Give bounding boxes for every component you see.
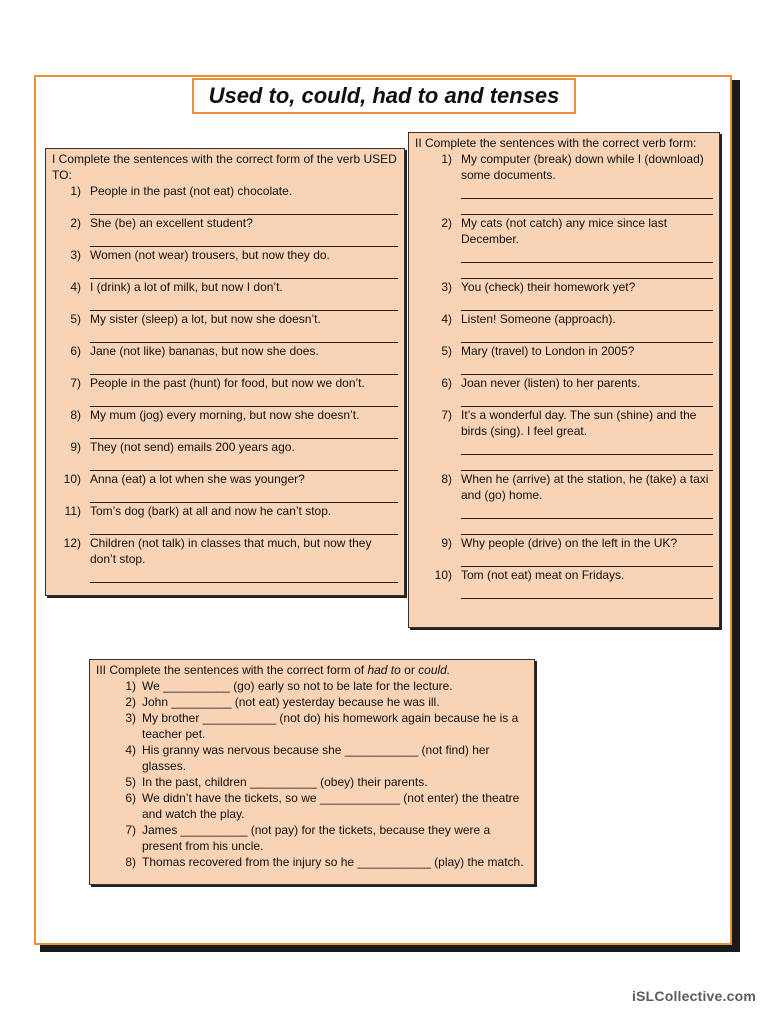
item-number: 11)	[64, 504, 81, 518]
item-number: 2)	[125, 695, 136, 709]
list-item	[415, 567, 713, 599]
item-number: 4)	[441, 312, 452, 326]
item-number: 9)	[441, 536, 452, 550]
list-item	[415, 151, 713, 215]
list-item	[52, 375, 398, 407]
list-item	[96, 710, 528, 742]
exercise-2-panel	[408, 132, 720, 628]
item-text: James __________ (not pay) for the tickets, because they were a present from his uncle.	[142, 823, 491, 853]
answer-line[interactable]	[461, 295, 713, 311]
answer-line[interactable]	[90, 327, 398, 343]
item-number: 10)	[434, 568, 452, 582]
exercise-1-list	[52, 183, 398, 583]
answer-line[interactable]	[461, 551, 713, 567]
answer-line[interactable]	[90, 519, 398, 535]
list-item	[96, 822, 528, 854]
list-item	[415, 311, 713, 343]
answer-line[interactable]	[461, 247, 713, 263]
item-number: 10)	[63, 472, 81, 486]
answer-line[interactable]	[461, 583, 713, 599]
site-watermark: iSLCollective.com	[632, 988, 756, 1004]
item-text: In the past, children __________ (obey) their parents.	[142, 775, 428, 789]
list-item	[52, 535, 398, 583]
list-item	[52, 503, 398, 535]
item-text: Children (not talk) in classes that much, but now they don’t stop.	[90, 536, 372, 566]
answer-line[interactable]	[90, 295, 398, 311]
item-text: His granny was nervous because she ___________ (not find) her glasses.	[142, 743, 490, 773]
list-item	[415, 471, 713, 535]
item-text: My cats (not catch) any mice since last December.	[461, 216, 668, 246]
answer-line[interactable]	[90, 263, 398, 279]
item-number: 8)	[441, 472, 452, 486]
item-text: When he (arrive) at the station, he (take) a taxi and (go) home.	[461, 472, 709, 502]
item-text: Joan never (listen) to her parents.	[461, 376, 641, 390]
answer-line[interactable]	[461, 359, 713, 375]
answer-line[interactable]	[461, 391, 713, 407]
answer-line[interactable]	[461, 503, 713, 519]
exercise-3-list	[96, 678, 528, 870]
exercise-2-instruction: II Complete the sentences with the correct verb form:	[415, 136, 697, 150]
exercise-1-instruction: I Complete the sentences with the correct form of the verb USED TO:	[52, 152, 397, 182]
list-item	[52, 279, 398, 311]
item-number: 6)	[125, 791, 136, 805]
item-number: 6)	[441, 376, 452, 390]
item-text: My brother ___________ (not do) his homework again because he is a teacher pet.	[142, 711, 519, 741]
exercise-2-list	[415, 151, 713, 599]
answer-line[interactable]	[90, 487, 398, 503]
item-number: 5)	[125, 775, 136, 789]
answer-line[interactable]	[461, 455, 713, 471]
list-item	[52, 247, 398, 279]
item-text: My computer (break) down while I (download) some documents.	[461, 152, 704, 182]
item-text: Why people (drive) on the left in the UK?	[461, 536, 678, 550]
list-item	[415, 407, 713, 471]
item-number: 7)	[70, 376, 81, 390]
list-item	[96, 790, 528, 822]
list-item	[96, 742, 528, 774]
list-item	[415, 343, 713, 375]
exercise-3-instruction	[96, 662, 528, 678]
answer-line[interactable]	[461, 327, 713, 343]
item-text: They (not send) emails 200 years ago.	[90, 440, 295, 454]
item-number: 12)	[63, 536, 81, 550]
instruction-emphasis: had to	[367, 663, 401, 677]
list-item	[52, 215, 398, 247]
list-item	[52, 343, 398, 375]
list-item	[96, 678, 528, 694]
item-number: 2)	[441, 216, 452, 230]
item-number: 7)	[441, 408, 452, 422]
item-text: You (check) their homework yet?	[461, 280, 636, 294]
item-number: 5)	[70, 312, 81, 326]
item-number: 8)	[70, 408, 81, 422]
item-number: 7)	[125, 823, 136, 837]
list-item	[415, 215, 713, 279]
item-text: We didn’t have the tickets, so we ____________ (not enter) the theatre and watch the play.	[142, 791, 520, 821]
item-text: Jane (not like) bananas, but now she does.	[90, 344, 319, 358]
item-text: We __________ (go) early so not to be late for the lecture.	[142, 679, 453, 693]
answer-line[interactable]	[90, 567, 398, 583]
list-item	[52, 183, 398, 215]
instruction-emphasis: could.	[418, 663, 451, 677]
item-number: 5)	[441, 344, 452, 358]
item-text: My mum (jog) every morning, but now she doesn’t.	[90, 408, 360, 422]
item-number: 1)	[441, 152, 452, 166]
answer-line[interactable]	[461, 519, 713, 535]
instruction-text: III Complete the sentences with the correct form of	[96, 663, 368, 677]
answer-line[interactable]	[90, 391, 398, 407]
item-number: 2)	[70, 216, 81, 230]
item-number: 4)	[125, 743, 136, 757]
item-text: She (be) an excellent student?	[90, 216, 253, 230]
item-text: I (drink) a lot of milk, but now I don’t.	[90, 280, 283, 294]
list-item	[52, 311, 398, 343]
exercise-1-panel	[45, 148, 405, 596]
item-text: Anna (eat) a lot when she was younger?	[90, 472, 305, 486]
list-item	[52, 471, 398, 503]
item-text: Tom’s dog (bark) at all and now he can’t stop.	[90, 504, 332, 518]
item-text: John _________ (not eat) yesterday because he was ill.	[142, 695, 440, 709]
item-number: 1)	[70, 184, 81, 198]
item-text: It’s a wonderful day. The sun (shine) and the birds (sing). I feel great.	[461, 408, 697, 438]
exercise-3-panel	[89, 659, 535, 885]
list-item	[415, 535, 713, 567]
item-text: Women (not wear) trousers, but now they do.	[90, 248, 330, 262]
list-item	[52, 407, 398, 439]
instruction-text: or	[400, 663, 419, 677]
item-text: People in the past (hunt) for food, but now we don’t.	[90, 376, 365, 390]
item-number: 1)	[125, 679, 136, 693]
item-number: 3)	[70, 248, 81, 262]
item-number: 8)	[125, 855, 136, 869]
list-item	[52, 439, 398, 471]
item-number: 3)	[441, 280, 452, 294]
item-number: 6)	[70, 344, 81, 358]
worksheet-title: Used to, could, had to and tenses	[192, 78, 576, 114]
list-item	[96, 854, 528, 870]
item-text: My sister (sleep) a lot, but now she doesn’t.	[90, 312, 321, 326]
item-number: 4)	[70, 280, 81, 294]
answer-line[interactable]	[90, 199, 398, 215]
answer-line[interactable]	[90, 423, 398, 439]
list-item	[415, 279, 713, 311]
item-text: Mary (travel) to London in 2005?	[461, 344, 635, 358]
answer-line[interactable]	[90, 455, 398, 471]
item-text: Listen! Someone (approach).	[461, 312, 616, 326]
list-item	[96, 694, 528, 710]
list-item	[96, 774, 528, 790]
answer-line[interactable]	[461, 439, 713, 455]
item-text: People in the past (not eat) chocolate.	[90, 184, 293, 198]
answer-line[interactable]	[461, 263, 713, 279]
item-text: Tom (not eat) meat on Fridays.	[461, 568, 625, 582]
answer-line[interactable]	[461, 183, 713, 199]
answer-line[interactable]	[461, 199, 713, 215]
list-item	[415, 375, 713, 407]
answer-line[interactable]	[90, 359, 398, 375]
answer-line[interactable]	[90, 231, 398, 247]
item-number: 9)	[70, 440, 81, 454]
item-text: Thomas recovered from the injury so he ___________ (play) the match.	[142, 855, 524, 869]
item-number: 3)	[125, 711, 136, 725]
